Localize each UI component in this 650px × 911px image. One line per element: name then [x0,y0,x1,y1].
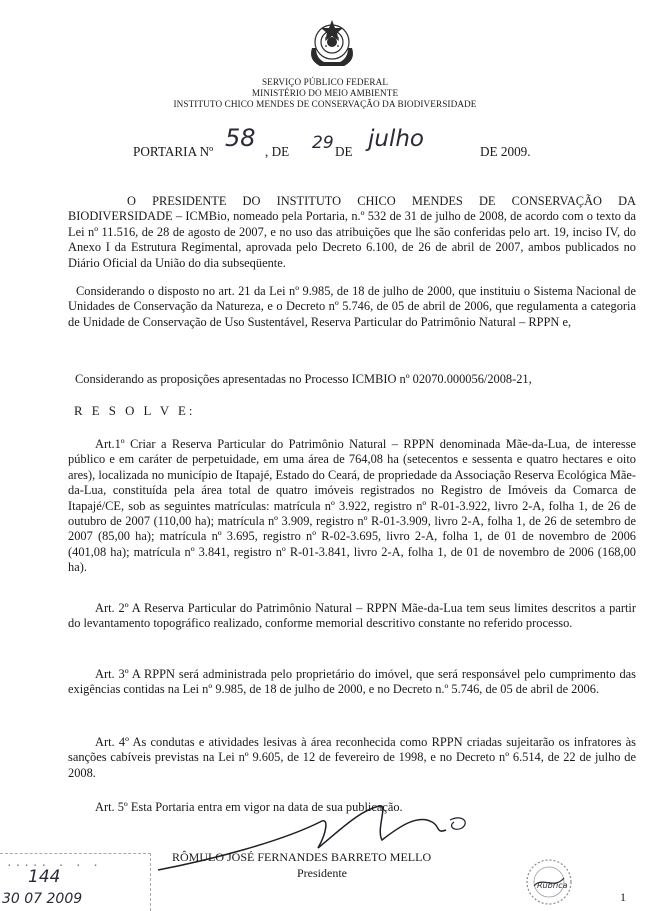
header-line-institute: INSTITUTO CHICO MENDES DE CONSERVAÇÃO DA BIODIVERSIDADE [173,99,477,109]
portaria-number: 58 [225,124,256,152]
article-3: Art. 3º A RPPN será administrada pelo proprietário do imóvel, que será responsável pelo cumprimento das exigências contidas na Lei nº 9.985, de 18 de julho de 2000, e no Decreto n.º 5.746, de 05 de abril de 2006. [68,667,636,697]
header-line-service: SERVIÇO PÚBLICO FEDERAL [261,77,389,87]
portaria-prefix: PORTARIA Nº [133,144,214,159]
signatory-name: RÔMULO JOSÉ FERNANDES BARRETO MELLO [172,850,432,864]
stamp-left: ····· · · · 144 30 07 2009 [0,853,151,911]
stamp-left-number: 144 [28,867,61,887]
article-2: Art. 2º A Reserva Particular do Patrimônio Natural – RPPN Mãe-da-Lua tem seus limites descritos a partir do levantamento topográfico realizado, conforme memorial descritivo constante no referido processo. [68,601,636,631]
article-4: Art. 4º As condutas e atividades lesivas à área reconhecida como RPPN criadas sujeitarão os infratores às sanções cabíveis previstas na Lei nº 9.605, de 12 de fevereiro de 1998, e no Decreto nº 6.514, de 22 de julho de 2008. [68,735,636,780]
portaria-year: DE 2009. [480,144,531,159]
signatory-title: Presidente [297,866,347,880]
preamble-considering-law: Considerando o disposto no art. 21 da Lei nº 9.985, de 18 de julho de 2000, que instituiu o Sistema Nacional de Unidades de Conservação da Natureza, e o Decreto nº 5.746, de 05 de abril de 2006, que regulamenta a categoria de Unidade de Conservação de Uso Sustentável, Reserva Particular do Patrimônio Natural – RPPN e, [68,284,636,329]
stamp-right [520,856,578,906]
preamble-considering-process: Considerando as proposições apresentadas no Processo ICMBIO nº 02070.000056/2008-21, [75,372,532,386]
header-line-ministry: MINISTÉRIO DO MEIO AMBIENTE [251,88,399,98]
portaria-day: 29 [312,133,334,153]
resolve-heading: R E S O L V E: [74,404,196,418]
page-number: 1 [620,890,626,904]
article-5: Art. 5º Esta Portaria entra em vigor na data de sua publicação. [95,800,403,814]
stamp-right-text: Rubrica [537,881,568,890]
portaria-de-1: , DE [265,144,290,159]
coat-of-arms-icon [302,18,362,72]
portaria-de-2: DE [335,144,353,159]
article-1: Art.1º Criar a Reserva Particular do Patrimônio Natural – RPPN denominada Mãe-da-Lua, de interesse público e em caráter de perpetuidade, em uma área de 764,08 ha (setecentos e sessenta e quatro hectares e oito ares), localizada no município de Itapajé, Estado do Ceará, de propriedade da Associação Reserva Ecológica Mãe-da-Lua, constituída pela área total de quatro imóveis registrados no Registro de Imóveis da Comarca de Itapajé/CE, sob as seguintes matrículas: matrícula nº 3.922, registro nº R-01-3.922, livro 2-A, folha 1, de 26 de outubro de 2007 (110,00 ha); matrícula nº 3.909, registro nº R-01-3.909, livro 2-A, folha 1, de 26 de setembro de 2007 (85,00 ha); matrícula nº 3.695, registro nº R-02-3.695, livro 2-A, folha 1, de 01 de novembro de 2006 (401,08 ha); matrícula nº 3.841, registro nº R-01-3.841, livro 2-A, folha 1, de 01 de novembro de 2006 (168,00 ha). [68,437,636,575]
stamp-left-date: 30 07 2009 [2,891,83,907]
portaria-month: julho [368,126,425,152]
preamble-president: O PRESIDENTE DO INSTITUTO CHICO MENDES DE CONSERVAÇÃO DA BIODIVERSIDADE – ICMBio, nomeado pela Portaria, n.º 532 de 31 de julho de 2008, de acordo com o texto da Lei nº 11.516, de 28 de agosto de 2007, e no uso das atribuições que lhe são conferidas pelo art. 19, inciso IV, do Anexo I da Estrutura Regimental, aprovada pelo Decreto 6.100, de 26 de abril de 2007, ambos publicados no Diário Oficial da União do dia subseqüente. [68,194,636,270]
